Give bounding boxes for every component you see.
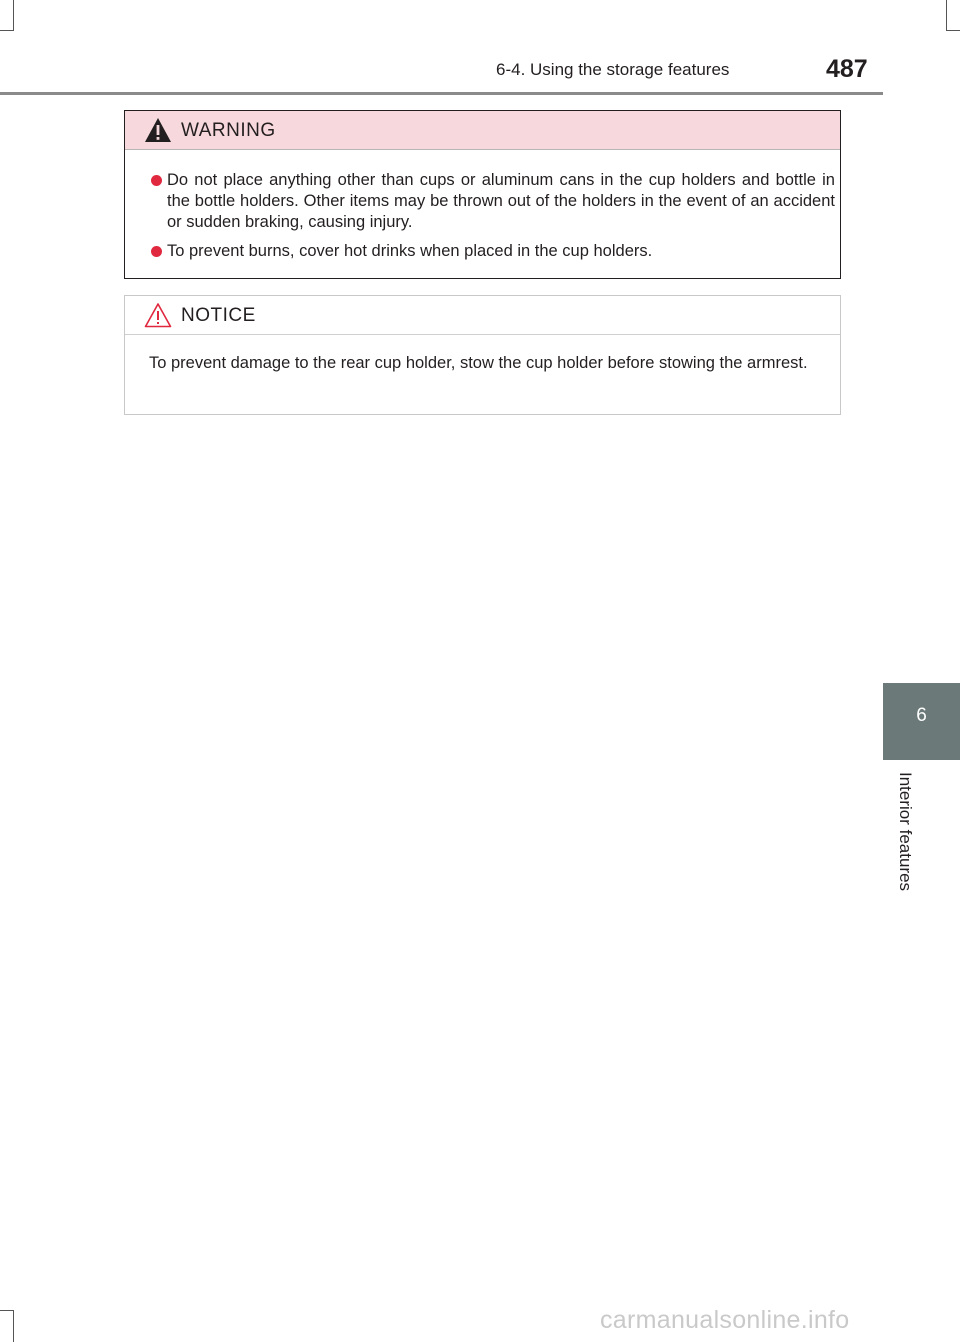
warning-item-text: To prevent burns, cover hot drinks when placed in the cup holders.	[167, 242, 653, 260]
chapter-tab	[883, 683, 960, 760]
crop-mark	[946, 0, 947, 30]
warning-icon	[144, 117, 172, 143]
caution-icon	[144, 302, 172, 328]
crop-mark	[13, 1310, 14, 1342]
notice-text: To prevent damage to the rear cup holder, stow the cup holder before stowing the armrest.	[149, 354, 808, 372]
crop-mark	[13, 0, 14, 30]
warning-label: WARNING	[181, 120, 276, 141]
bullet-icon	[151, 175, 162, 186]
watermark: carmanualsonline.info	[600, 1306, 850, 1334]
notice-header	[125, 296, 840, 335]
crop-mark	[0, 1310, 14, 1311]
section-title: 6-4. Using the storage features	[496, 60, 730, 79]
warning-box	[124, 110, 841, 279]
notice-label: NOTICE	[181, 305, 256, 326]
page-number: 487	[826, 55, 868, 83]
header-divider	[0, 92, 883, 95]
crop-mark	[0, 30, 14, 31]
warning-item-text: Do not place anything other than cups or aluminum cans in the cup holders and bottle in the bottle holders. Other items may be thrown out of the holders in the event of an accident or sudden braking, causing injury.	[167, 171, 835, 231]
bullet-icon	[151, 246, 162, 257]
notice-box	[124, 295, 841, 415]
warning-list	[151, 170, 835, 270]
chapter-number: 6	[916, 705, 927, 726]
warning-item	[151, 170, 835, 233]
warning-header	[125, 111, 840, 150]
chapter-label: Interior features	[896, 772, 915, 892]
warning-item	[151, 241, 835, 262]
crop-mark	[946, 30, 960, 31]
